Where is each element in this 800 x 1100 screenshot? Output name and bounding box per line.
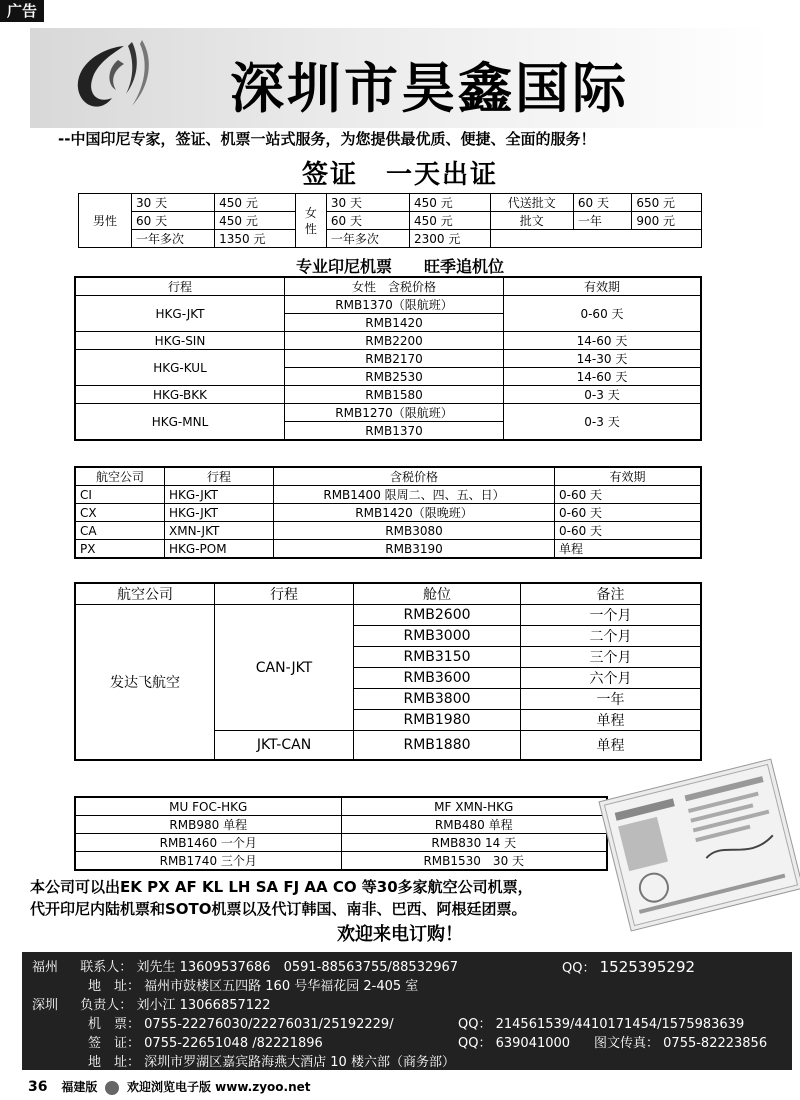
- visa-cell: 650 元: [632, 194, 702, 212]
- price-cell: RMB3800: [354, 689, 521, 710]
- price-cell: RMB1270（限航班）: [285, 404, 504, 422]
- note-cell: 六个月: [521, 668, 702, 689]
- table-header: 行程: [165, 467, 274, 486]
- visa-cell: 450 元: [410, 194, 491, 212]
- note-cell: 三个月: [521, 647, 702, 668]
- ticket-section-title: 专业印尼机票 旺季追机位: [295, 257, 504, 276]
- table-header: MF XMN-HKG: [341, 797, 607, 816]
- table-header: MU FOC-HKG: [75, 797, 341, 816]
- visa-cell: 60 天: [132, 212, 215, 230]
- table-cell: CI: [75, 486, 165, 504]
- price-cell: RMB2530: [285, 368, 504, 386]
- hkg-route-table: [74, 276, 702, 441]
- table-cell: HKG-JKT: [165, 486, 274, 504]
- visa-cell: 一年: [573, 212, 631, 230]
- visa-cell: 450 元: [215, 194, 296, 212]
- visa-cell: 一年多次: [132, 230, 215, 248]
- ticket-label: 机 票：: [88, 1017, 141, 1032]
- price-cell: RMB1880: [354, 731, 521, 761]
- fax-value: 0755-82223856: [663, 1036, 768, 1051]
- table-cell: RMB980 单程: [75, 816, 341, 834]
- contact-value: 刘小江 13066857122: [136, 998, 271, 1013]
- city-label: 福州: [32, 960, 59, 975]
- qq-label: QQ：: [458, 1017, 492, 1032]
- airline-cell: 发达飞航空: [75, 605, 215, 761]
- route-cell: HKG-KUL: [75, 350, 285, 386]
- table-header: 有效期: [504, 277, 702, 296]
- page-number: 36: [28, 1079, 48, 1095]
- address-value: 福州市鼓楼区五四路 160 号华福花园 2-405 室: [144, 979, 419, 994]
- visa-cell: 2300 元: [410, 230, 491, 248]
- female-label: 女性: [295, 194, 326, 248]
- table-cell: CX: [75, 504, 165, 522]
- services-line: 代开印尼内陆机票和SOTO机票以及代订韩国、南非、巴西、阿根廷团票。: [30, 900, 527, 918]
- price-cell: RMB3000: [354, 626, 521, 647]
- visa-phones: 0755-22651048 /82221896: [144, 1036, 323, 1051]
- visa-cell: 代送批文: [490, 194, 573, 212]
- table-cell: RMB1420（限晚班）: [274, 504, 555, 522]
- contact-block: [22, 952, 792, 1070]
- table-cell: 0-60 天: [555, 504, 702, 522]
- table-cell: 单程: [555, 540, 702, 559]
- route-cell: HKG-BKK: [75, 386, 285, 404]
- table-header: 行程: [215, 583, 354, 605]
- price-cell: RMB3600: [354, 668, 521, 689]
- visa-cell: 60 天: [573, 194, 631, 212]
- male-label: 男性: [79, 194, 132, 248]
- visa-cell: 900 元: [632, 212, 702, 230]
- passport-visa-icon: [600, 760, 800, 931]
- airline-services-text: [30, 876, 533, 920]
- table-cell: HKG-JKT: [165, 504, 274, 522]
- ad-tag: 广告: [0, 0, 44, 22]
- passport-visa-image: [598, 758, 800, 931]
- contact-value: 刘先生 13609537686 0591-88563755/88532967: [136, 960, 459, 975]
- visa-cell: 一年多次: [326, 230, 409, 248]
- visa-cell: 60 天: [326, 212, 409, 230]
- table-cell: RMB1460 一个月: [75, 834, 341, 852]
- address-value: 深圳市罗湖区嘉宾路海燕大酒店 10 楼六部（商务部）: [144, 1055, 455, 1070]
- note-cell: 一年: [521, 689, 702, 710]
- table-cell: RMB1740 三个月: [75, 852, 341, 871]
- price-cell: RMB1370: [285, 422, 504, 441]
- note-cell: 单程: [521, 731, 702, 761]
- slogan: --中国印尼专家，签证、机票一站式服务，为您提供最优质、便捷、全面的服务！: [58, 130, 596, 148]
- table-cell: RMB830 14 天: [341, 834, 607, 852]
- note-cell: 一个月: [521, 605, 702, 626]
- company-logo-icon: [62, 38, 162, 120]
- price-cell: RMB1370（限航班）: [285, 296, 504, 314]
- edition-label: 福建版: [61, 1080, 98, 1094]
- address-label: 地 址：: [88, 1055, 141, 1070]
- visa-cell: 450 元: [215, 212, 296, 230]
- price-cell: RMB2200: [285, 332, 504, 350]
- visa-label: 签 证：: [88, 1036, 141, 1051]
- table-header: 行程: [75, 277, 285, 296]
- route-cell: JKT-CAN: [215, 731, 354, 761]
- visa-cell: 30 天: [132, 194, 215, 212]
- airline-price-table: [74, 466, 702, 559]
- city-label: 深圳: [32, 998, 59, 1013]
- price-cell: RMB2600: [354, 605, 521, 626]
- table-header: 有效期: [555, 467, 702, 486]
- route-cell: CAN-JKT: [215, 605, 354, 731]
- mu-mf-table: [74, 796, 608, 871]
- contact-label: 联系人：: [80, 960, 133, 975]
- route-cell: HKG-JKT: [75, 296, 285, 332]
- visa-cell: [490, 230, 701, 248]
- table-header: 航空公司: [75, 583, 215, 605]
- qq-value: 214561539/4410171454/1575983639: [495, 1017, 745, 1032]
- table-header: 航空公司: [75, 467, 165, 486]
- note-cell: 单程: [521, 710, 702, 731]
- table-cell: 0-60 天: [555, 486, 702, 504]
- table-header: 含税价格: [274, 467, 555, 486]
- fadafei-table: [74, 582, 702, 761]
- price-cell: RMB3150: [354, 647, 521, 668]
- address-label: 地 址：: [88, 979, 141, 994]
- price-cell: RMB1980: [354, 710, 521, 731]
- table-cell: 0-60 天: [555, 522, 702, 540]
- visa-cell: 450 元: [410, 212, 491, 230]
- table-cell: RMB480 单程: [341, 816, 607, 834]
- footer-text: 欢迎浏览电子版 www.zyoo.net: [126, 1080, 311, 1094]
- table-cell: PX: [75, 540, 165, 559]
- price-cell: RMB2170: [285, 350, 504, 368]
- note-cell: 二个月: [521, 626, 702, 647]
- company-name: 深圳市昊鑫国际: [230, 56, 629, 120]
- table-cell: CA: [75, 522, 165, 540]
- qq-value: 639041000: [495, 1036, 571, 1051]
- qq-value: 1525395292: [599, 958, 696, 976]
- edition-logo-icon: [105, 1081, 119, 1095]
- qq-label: QQ：: [458, 1036, 492, 1051]
- table-header: 舱位: [354, 583, 521, 605]
- price-cell: RMB1580: [285, 386, 504, 404]
- table-header: 女性 含税价格: [285, 277, 504, 296]
- table-cell: RMB1400 限周二、四、五、日）: [274, 486, 555, 504]
- table-header: 备注: [521, 583, 702, 605]
- validity-cell: 14-60 天: [504, 332, 702, 350]
- page-footer: [28, 1078, 310, 1095]
- validity-cell: 14-60 天: [504, 368, 702, 386]
- visa-cell: 批文: [490, 212, 573, 230]
- visa-cell: 30 天: [326, 194, 409, 212]
- table-cell: RMB3080: [274, 522, 555, 540]
- table-cell: HKG-POM: [165, 540, 274, 559]
- contact-label: 负责人：: [80, 998, 133, 1013]
- welcome-text: 欢迎来电订购！: [337, 924, 463, 945]
- qq-label: QQ：: [562, 961, 596, 976]
- table-cell: XMN-JKT: [165, 522, 274, 540]
- fax-label: 图文传真：: [594, 1036, 660, 1051]
- visa-title: 签证 一天出证: [301, 160, 498, 190]
- table-cell: RMB1530 30 天: [341, 852, 607, 871]
- validity-cell: 0-60 天: [504, 296, 702, 332]
- route-cell: HKG-MNL: [75, 404, 285, 441]
- validity-cell: 14-30 天: [504, 350, 702, 368]
- ticket-phones: 0755-22276030/22276031/25192229/: [144, 1017, 394, 1032]
- visa-price-table: [78, 193, 702, 248]
- visa-cell: 1350 元: [215, 230, 296, 248]
- validity-cell: 0-3 天: [504, 404, 702, 441]
- price-cell: RMB1420: [285, 314, 504, 332]
- services-line: 本公司可以出EK PX AF KL LH SA FJ AA CO 等30多家航空公司机票，: [30, 878, 533, 896]
- validity-cell: 0-3 天: [504, 386, 702, 404]
- route-cell: HKG-SIN: [75, 332, 285, 350]
- table-cell: RMB3190: [274, 540, 555, 559]
